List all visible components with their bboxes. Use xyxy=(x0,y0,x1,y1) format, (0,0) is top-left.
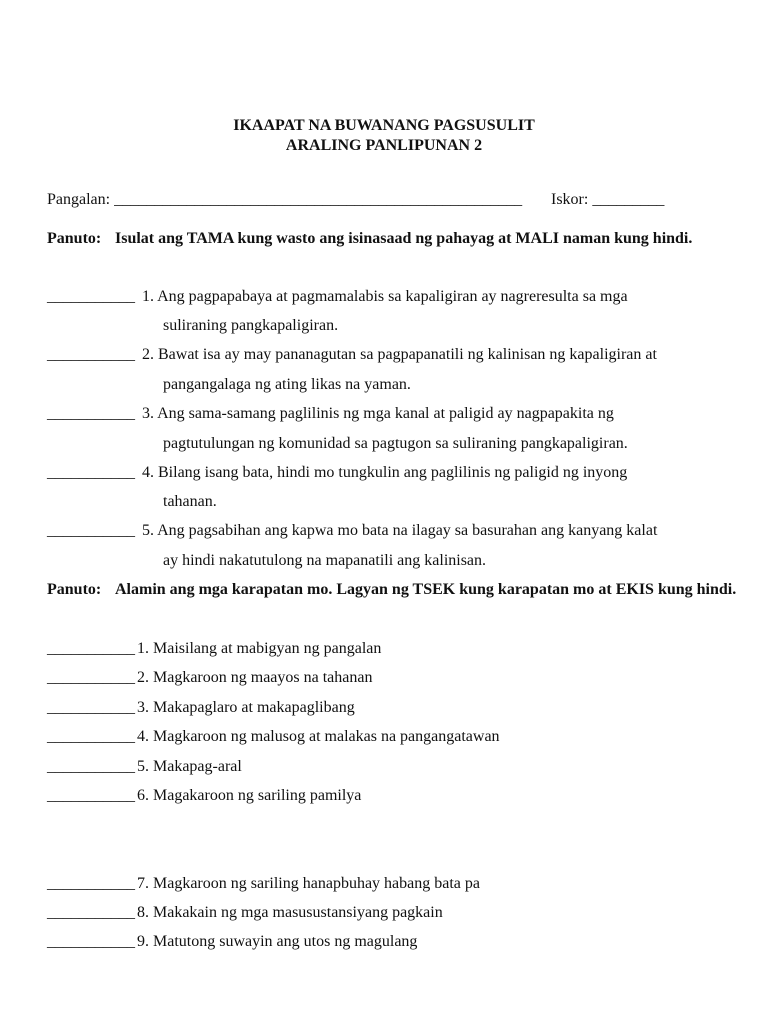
item-text: 8. Makakain ng mga masusustansiyang pagkain xyxy=(137,904,443,921)
item-text: 1. Maisilang at mabigyan ng pangalan xyxy=(137,640,382,657)
item-text-continued: ay hindi nakatutulong na mapanatili ang kalinisan. xyxy=(163,552,487,569)
answer-blank: ___________ xyxy=(47,875,135,892)
section1-instructions xyxy=(47,229,737,249)
answer-blank: ___________ xyxy=(47,405,135,422)
answer-blank: ___________ xyxy=(47,728,135,745)
item-text: 5. Ang pagsabihan ang kapwa mo bata na ilagay sa basurahan ang kanyang kalat xyxy=(142,522,658,539)
answer-blank: ___________ xyxy=(47,933,135,950)
section1-panuto-text: Isulat ang TAMA kung wasto ang isinasaad ng pahayag at MALI naman kung hindi. xyxy=(115,230,693,247)
section1-panuto-label: Panuto: xyxy=(47,230,102,247)
item-text: 7. Magkaroon ng sariling hanapbuhay habang bata pa xyxy=(137,875,481,892)
section2-instructions xyxy=(47,580,737,600)
item-text: 3. Ang sama-samang paglilinis ng mga kanal at paligid ay nagpapakita ng xyxy=(142,405,614,422)
item-text: 4. Magkaroon ng malusog at malakas na pangangatawan xyxy=(137,728,500,745)
exam-title: IKAAPAT NA BUWANANG PAGSUSULIT xyxy=(233,117,535,134)
answer-blank: ___________ xyxy=(47,346,135,363)
item-text: 3. Makapaglaro at makapaglibang xyxy=(137,699,355,716)
answer-blank: ___________ xyxy=(47,904,135,921)
section2-panuto-label: Panuto: xyxy=(47,581,102,598)
item-text-continued: tahanan. xyxy=(163,493,217,510)
item-text: 2. Bawat isa ay may pananagutan sa pagpapanatili ng kalinisan ng kapaligiran at xyxy=(142,346,657,363)
name-field-label: Pangalan: ___________________________________________________ xyxy=(47,191,523,208)
item-text-continued: pagtutulungan ng komunidad sa pagtugon sa suliraning pangkapaligiran. xyxy=(163,435,628,452)
answer-blank: ___________ xyxy=(47,699,135,716)
answer-blank: ___________ xyxy=(47,669,135,686)
subject-title: ARALING PANLIPUNAN 2 xyxy=(285,137,483,154)
item-text: 5. Makapag-aral xyxy=(137,758,242,775)
item-text: 4. Bilang isang bata, hindi mo tungkulin ang paglilinis ng paligid ng inyong xyxy=(142,464,628,481)
item-text-continued: suliraning pangkapaligiran. xyxy=(163,317,339,334)
answer-blank: ___________ xyxy=(47,758,135,775)
item-text: 2. Magkaroon ng maayos na tahanan xyxy=(137,669,373,686)
score-field-label: Iskor: _________ xyxy=(551,191,665,208)
answer-blank: ___________ xyxy=(47,464,135,481)
section2-panuto-text: Alamin ang mga karapatan mo. Lagyan ng TSEK kung karapatan mo at EKIS kung hindi. xyxy=(115,581,737,598)
item-text: 1. Ang pagpapabaya at pagmamalabis sa kapaligiran ay nagreresulta sa mga xyxy=(142,288,628,305)
answer-blank: ___________ xyxy=(47,522,135,539)
answer-blank: ___________ xyxy=(47,640,135,657)
item-text-continued: pangangalaga ng ating likas na yaman. xyxy=(163,376,411,393)
item-text: 6. Magakaroon ng sariling pamilya xyxy=(137,787,362,804)
item-text: 9. Matutong suwayin ang utos ng magulang xyxy=(137,933,418,950)
answer-blank: ___________ xyxy=(47,787,135,804)
answer-blank: ___________ xyxy=(47,288,135,305)
